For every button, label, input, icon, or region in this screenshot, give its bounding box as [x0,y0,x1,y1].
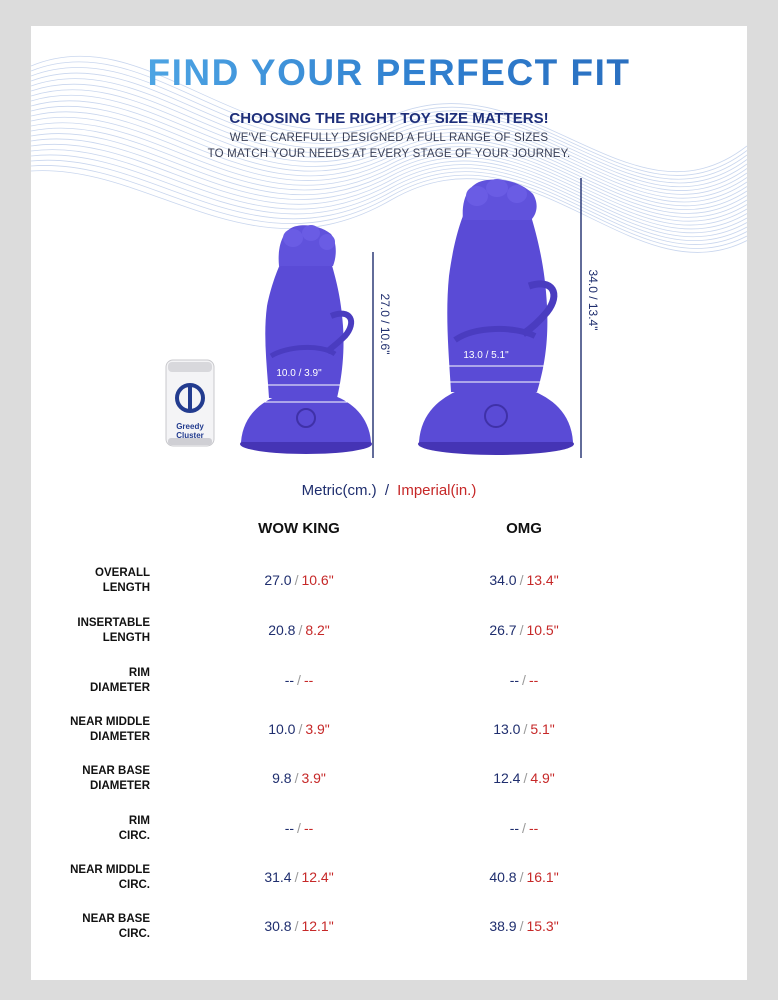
omg-value [424,622,624,638]
value-separator: / [522,820,526,836]
metric-value: 9.8 [272,770,292,786]
row-label-line-1: NEAR MIDDLE [70,716,150,728]
metric-value: -- [284,672,295,688]
wow-king-value [199,572,399,588]
value-separator: / [298,721,303,737]
row-label-line-2: LENGTH [102,582,150,594]
omg-value [424,820,624,836]
imperial-value: -- [303,672,314,688]
omg-value [424,770,624,786]
imperial-value: 12.4" [301,869,334,885]
row-label [90,666,150,696]
value-separator: / [297,672,301,688]
small-width-label: 10.0 / 3.9" [276,368,322,379]
metric-value: 30.8 [264,918,292,934]
wow-king-value [199,869,399,885]
can-brand-line-1: Greedy [176,422,204,431]
row-label-line-1: NEAR BASE [82,765,150,777]
can-brand-line-2: Cluster [176,431,204,440]
imperial-value: 3.9" [305,721,330,737]
row-label-line-2: DIAMETER [89,731,150,743]
wow-king-product-image [240,225,372,454]
table-row [31,616,747,656]
large-width-label: 13.0 / 5.1" [463,350,509,361]
imperial-value: 16.1" [526,869,559,885]
omg-product-image [418,179,574,455]
imperial-value: -- [528,672,539,688]
omg-value [424,572,624,588]
row-label-line-1: RIM [128,815,150,827]
wow-king-value [199,770,399,786]
row-label-line-2: CIRC. [118,928,150,940]
row-label [119,814,150,844]
wow-king-value [199,672,399,688]
value-separator: / [294,918,299,934]
imperial-value: 15.3" [526,918,559,934]
value-separator: / [294,869,299,885]
metric-value: 12.4 [493,770,521,786]
value-separator: / [523,721,528,737]
row-label [77,616,150,646]
imperial-value: 4.9" [530,770,555,786]
row-label-line-1: RIM [128,667,150,679]
omg-value [424,918,624,934]
row-label [82,912,150,942]
soda-can-icon [166,360,214,446]
metric-value: -- [509,672,520,688]
metric-value: 26.7 [489,622,517,638]
subtitle: CHOOSING THE RIGHT TOY SIZE MATTERS! [229,110,549,127]
size-chart-card [31,26,747,980]
row-label-line-2: LENGTH [102,632,150,644]
row-label [95,566,150,596]
wow-king-value [199,622,399,638]
value-separator: / [519,572,524,588]
value-separator: / [294,572,299,588]
row-label-line-1: OVERALL [95,567,150,579]
value-separator: / [294,770,299,786]
row-label-line-1: NEAR BASE [82,913,150,925]
imperial-value: -- [528,820,539,836]
metric-value: 13.0 [493,721,521,737]
metric-value: -- [284,820,295,836]
row-label-line-2: DIAMETER [89,682,150,694]
table-row [31,912,747,952]
value-separator: / [523,770,528,786]
imperial-value: 5.1" [530,721,555,737]
wow-king-value [199,918,399,934]
description-line-2: TO MATCH YOUR NEEDS AT EVERY STAGE OF YOUR JOURNEY. [207,148,571,160]
column-header-wow-king: WOW KING [258,520,340,537]
imperial-value: -- [303,820,314,836]
page-title: FIND YOUR PERFECT FIT [31,52,747,94]
description-line-1: WE'VE CAREFULLY DESIGNED A FULL RANGE OF SIZES [229,132,549,144]
row-label-line-2: CIRC. [118,879,150,891]
description [31,130,747,162]
wow-king-value [199,721,399,737]
imperial-value: 10.6" [301,572,334,588]
metric-value: 31.4 [264,869,292,885]
column-header-omg: OMG [506,520,542,537]
value-separator: / [519,869,524,885]
row-label-line-2: CIRC. [118,830,150,842]
row-label-line-1: NEAR MIDDLE [70,864,150,876]
product-illustration [31,176,747,466]
units-separator: / [384,482,389,499]
imperial-value: 3.9" [301,770,326,786]
row-label-line-1: INSERTABLE [77,617,150,629]
omg-value [424,672,624,688]
table-row [31,863,747,903]
table-row [31,764,747,804]
omg-value [424,869,624,885]
metric-label: Metric(cm.) [301,482,377,499]
row-label [70,863,150,893]
value-separator: / [519,918,524,934]
small-height-label: 27.0 / 10.6" [378,293,392,355]
imperial-value: 12.1" [301,918,334,934]
table-row [31,566,747,606]
value-separator: / [298,622,303,638]
wow-king-value [199,820,399,836]
imperial-label: Imperial(in.) [397,482,477,499]
metric-value: 10.0 [268,721,296,737]
row-label-line-2: DIAMETER [89,780,150,792]
large-height-label: 34.0 / 13.4" [586,269,600,331]
metric-value: 34.0 [489,572,517,588]
omg-value [424,721,624,737]
table-row [31,715,747,755]
row-label [82,764,150,794]
metric-value: 20.8 [268,622,296,638]
table-row [31,666,747,706]
table-row [31,814,747,854]
imperial-value: 10.5" [526,622,559,638]
row-label [70,715,150,745]
value-separator: / [297,820,301,836]
metric-value: 38.9 [489,918,517,934]
imperial-value: 13.4" [526,572,559,588]
metric-value: 27.0 [264,572,292,588]
units-legend [31,482,747,499]
metric-value: -- [509,820,520,836]
metric-value: 40.8 [489,869,517,885]
value-separator: / [519,622,524,638]
value-separator: / [522,672,526,688]
imperial-value: 8.2" [305,622,330,638]
